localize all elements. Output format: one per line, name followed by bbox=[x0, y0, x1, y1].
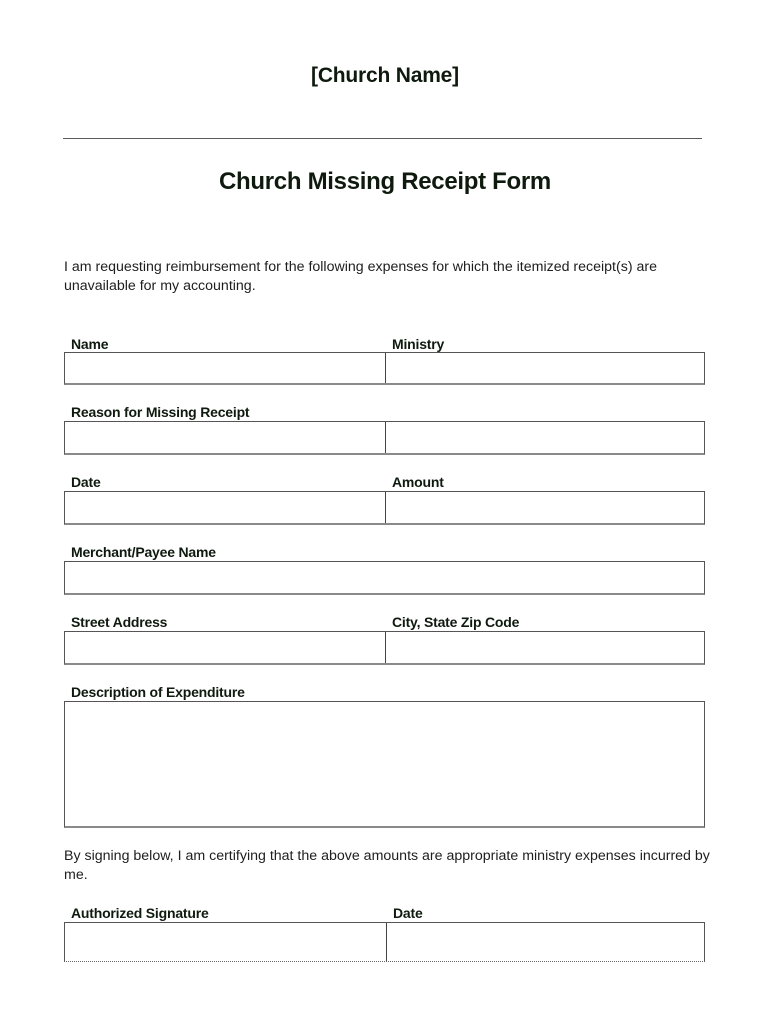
merchant-field[interactable] bbox=[65, 562, 704, 593]
signature-row bbox=[64, 922, 705, 962]
reason-field[interactable] bbox=[65, 422, 386, 453]
church-name-heading: [Church Name] bbox=[311, 64, 459, 87]
signature-field[interactable] bbox=[65, 923, 387, 961]
city-state-zip-field[interactable] bbox=[386, 632, 704, 663]
intro-paragraph: I am requesting reimbursement for the following expenses for which the itemized receipt(s) are unavailable for my accounting. bbox=[64, 259, 657, 294]
header-divider bbox=[63, 138, 702, 139]
ministry-field[interactable] bbox=[386, 353, 704, 383]
date-label: Date bbox=[71, 474, 101, 490]
description-label: Description of Expenditure bbox=[71, 684, 245, 700]
reason-field-continued[interactable] bbox=[386, 422, 704, 453]
name-label: Name bbox=[71, 336, 109, 352]
street-address-label: Street Address bbox=[71, 614, 168, 630]
merchant-label: Merchant/Payee Name bbox=[71, 544, 216, 560]
certification-paragraph: By signing below, I am certifying that the above amounts are appropriate ministry expenses incurred by me. bbox=[64, 848, 710, 883]
merchant-row bbox=[64, 561, 705, 595]
reason-label: Reason for Missing Receipt bbox=[71, 404, 250, 420]
ministry-label: Ministry bbox=[392, 336, 445, 352]
amount-label: Amount bbox=[392, 474, 444, 490]
form-title: Church Missing Receipt Form bbox=[219, 168, 551, 195]
city-state-zip-label: City, State Zip Code bbox=[392, 614, 520, 630]
date-amount-row bbox=[64, 491, 705, 525]
amount-field[interactable] bbox=[386, 492, 704, 523]
name-ministry-row bbox=[64, 352, 705, 385]
name-field[interactable] bbox=[65, 353, 386, 383]
date-field[interactable] bbox=[65, 492, 386, 523]
signature-label: Authorized Signature bbox=[71, 905, 209, 921]
description-field[interactable] bbox=[65, 702, 704, 826]
address-row bbox=[64, 631, 705, 665]
signature-date-label: Date bbox=[393, 905, 423, 921]
street-address-field[interactable] bbox=[65, 632, 386, 663]
description-row bbox=[64, 701, 705, 828]
reason-row bbox=[64, 421, 705, 455]
signature-date-field[interactable] bbox=[387, 923, 704, 961]
